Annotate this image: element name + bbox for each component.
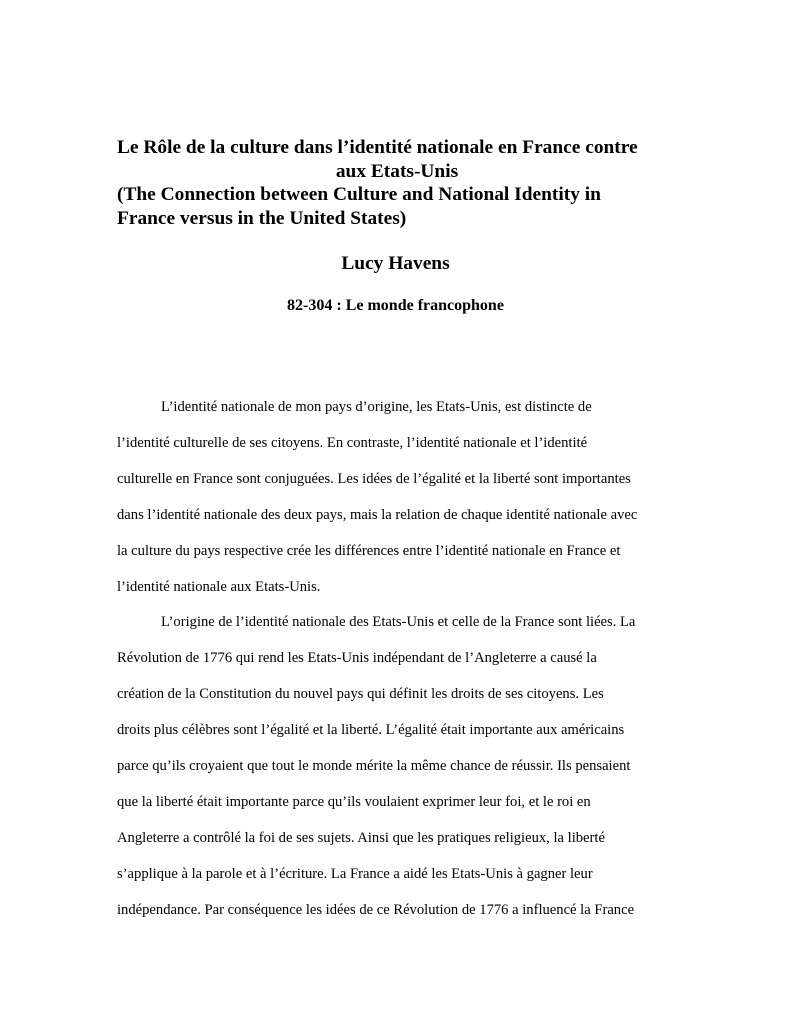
paragraph-line: droits plus célèbres sont l’égalité et la liberté. L’égalité était importante aux américains <box>117 722 625 739</box>
body-text <box>117 390 677 929</box>
paragraph-line: s’applique à la parole et à l’écriture. La France a aidé les Etats-Unis à gagner leur <box>117 865 593 882</box>
paragraph-line: parce qu’ils croyaient que tout le monde mérite la même chance de réussir. Ils pensaient <box>117 758 631 775</box>
paragraph-line: l’identité nationale aux Etats-Unis. <box>117 578 321 595</box>
paragraph-line: l’identité culturelle de ses citoyens. En contraste, l’identité nationale et l’identité <box>117 434 588 451</box>
paragraph-line: Révolution de 1776 qui rend les Etats-Unis indépendant de l’Angleterre a causé la <box>117 650 597 667</box>
paragraph-line: la culture du pays respective crée les différences entre l’identité nationale en France et <box>117 542 621 559</box>
title-line-french: Le Rôle de la culture dans l’identité nationale en France contre <box>117 137 638 158</box>
course-code: 82-304 : Le monde francophone <box>287 297 504 314</box>
title-line-english: (The Connection between Culture and National Identity in <box>117 184 601 205</box>
title-line-english-cont: France versus in the United States) <box>117 207 407 229</box>
document-title <box>117 136 677 230</box>
author-name: Lucy Havens <box>341 253 450 274</box>
paragraph-line: dans l’identité nationale des deux pays, mais la relation de chaque identité nationale avec <box>117 506 638 523</box>
paragraph-line: Angleterre a contrôlé la foi de ses sujets. Ainsi que les pratiques religieux, la liberté <box>117 829 605 846</box>
paragraph-line: culturelle en France sont conjuguées. Les idées de l’égalité et la liberté sont importantes <box>117 470 631 487</box>
paragraph-line: indépendance. Par conséquence les idées de ce Révolution de 1776 a influencé la France <box>117 901 635 918</box>
paragraph-line: L’origine de l’identité nationale des Etats-Unis et celle de la France sont liées. La <box>161 614 636 631</box>
title-line-french-cont: aux Etats-Unis <box>335 160 459 182</box>
paragraph-line: L’identité nationale de mon pays d’origine, les Etats-Unis, est distincte de <box>161 399 592 415</box>
paragraph-line: création de la Constitution du nouvel pays qui définit les droits de ses citoyens. Les <box>117 686 604 703</box>
paragraph-line: que la liberté était importante parce qu’ils voulaient exprimer leur foi, et le roi en <box>117 793 591 810</box>
